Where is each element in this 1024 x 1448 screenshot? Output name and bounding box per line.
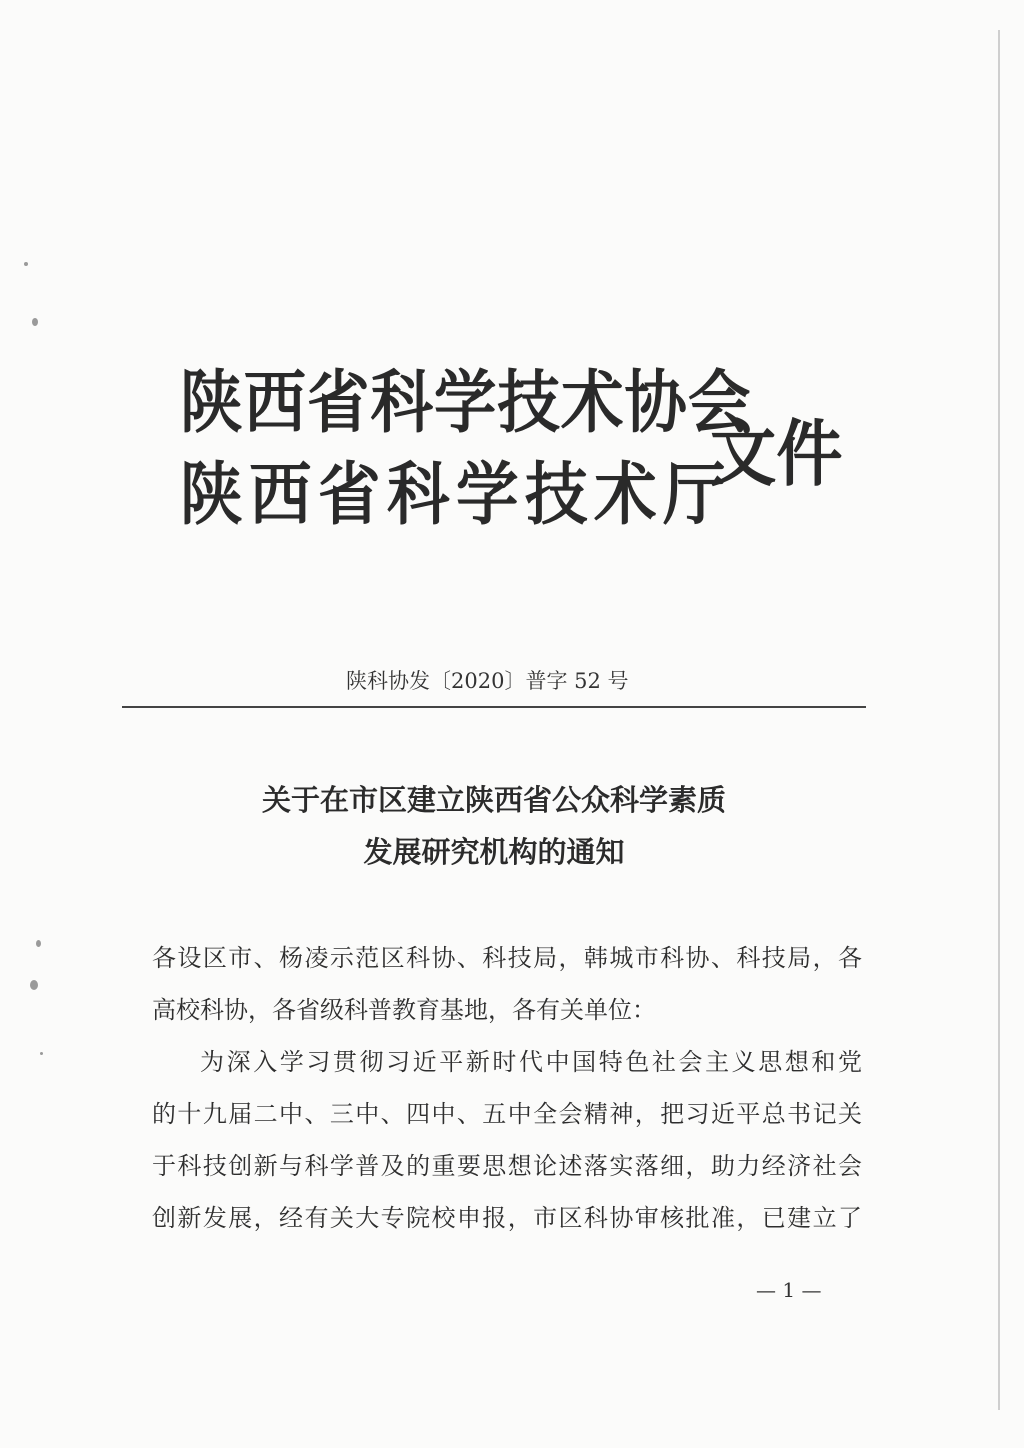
body-paragraph xyxy=(152,1036,862,1244)
scan-edge xyxy=(998,30,1000,1410)
paragraph-line: 为深入学习贯彻习近平新时代中国特色社会主义思想和党 xyxy=(200,1048,862,1076)
paragraph-line: 的十九届二中、三中、四中、五中全会精神，把习近平总书记关 xyxy=(152,1100,862,1128)
scan-speck xyxy=(36,940,41,947)
document-header xyxy=(180,360,843,550)
document-title-line-2: 发展研究机构的通知 xyxy=(363,835,625,869)
issuer-name-1: 陕西省科学技术协会 xyxy=(180,364,752,443)
page-number: — 1 — xyxy=(756,1278,822,1302)
document-title-line-1: 关于在市区建立陕西省公众科学素质 xyxy=(261,783,726,817)
scan-speck xyxy=(32,318,38,326)
paragraph-line: 于科技创新与科学普及的重要思想论述落实落细，助力经济社会 xyxy=(152,1152,862,1180)
header-divider xyxy=(122,706,866,708)
document-number: 陕科协发〔2020〕普字 52 号 xyxy=(346,669,629,693)
scan-speck xyxy=(40,1052,43,1055)
salutation-line: 高校科协，各省级科普教育基地，各有关单位： xyxy=(152,996,656,1024)
document-type-label: 文件 xyxy=(710,412,843,496)
scan-speck xyxy=(24,262,28,266)
salutation xyxy=(152,932,862,1036)
issuer-name-2: 陕西省科学技术厅 xyxy=(180,456,733,535)
paragraph-line: 创新发展，经有关大专院校申报，市区科协审核批准，已建立了 xyxy=(152,1204,862,1232)
salutation-line: 各设区市、杨凌示范区科协、科技局，韩城市科协、科技局，各 xyxy=(152,944,862,972)
scan-speck xyxy=(30,980,38,990)
